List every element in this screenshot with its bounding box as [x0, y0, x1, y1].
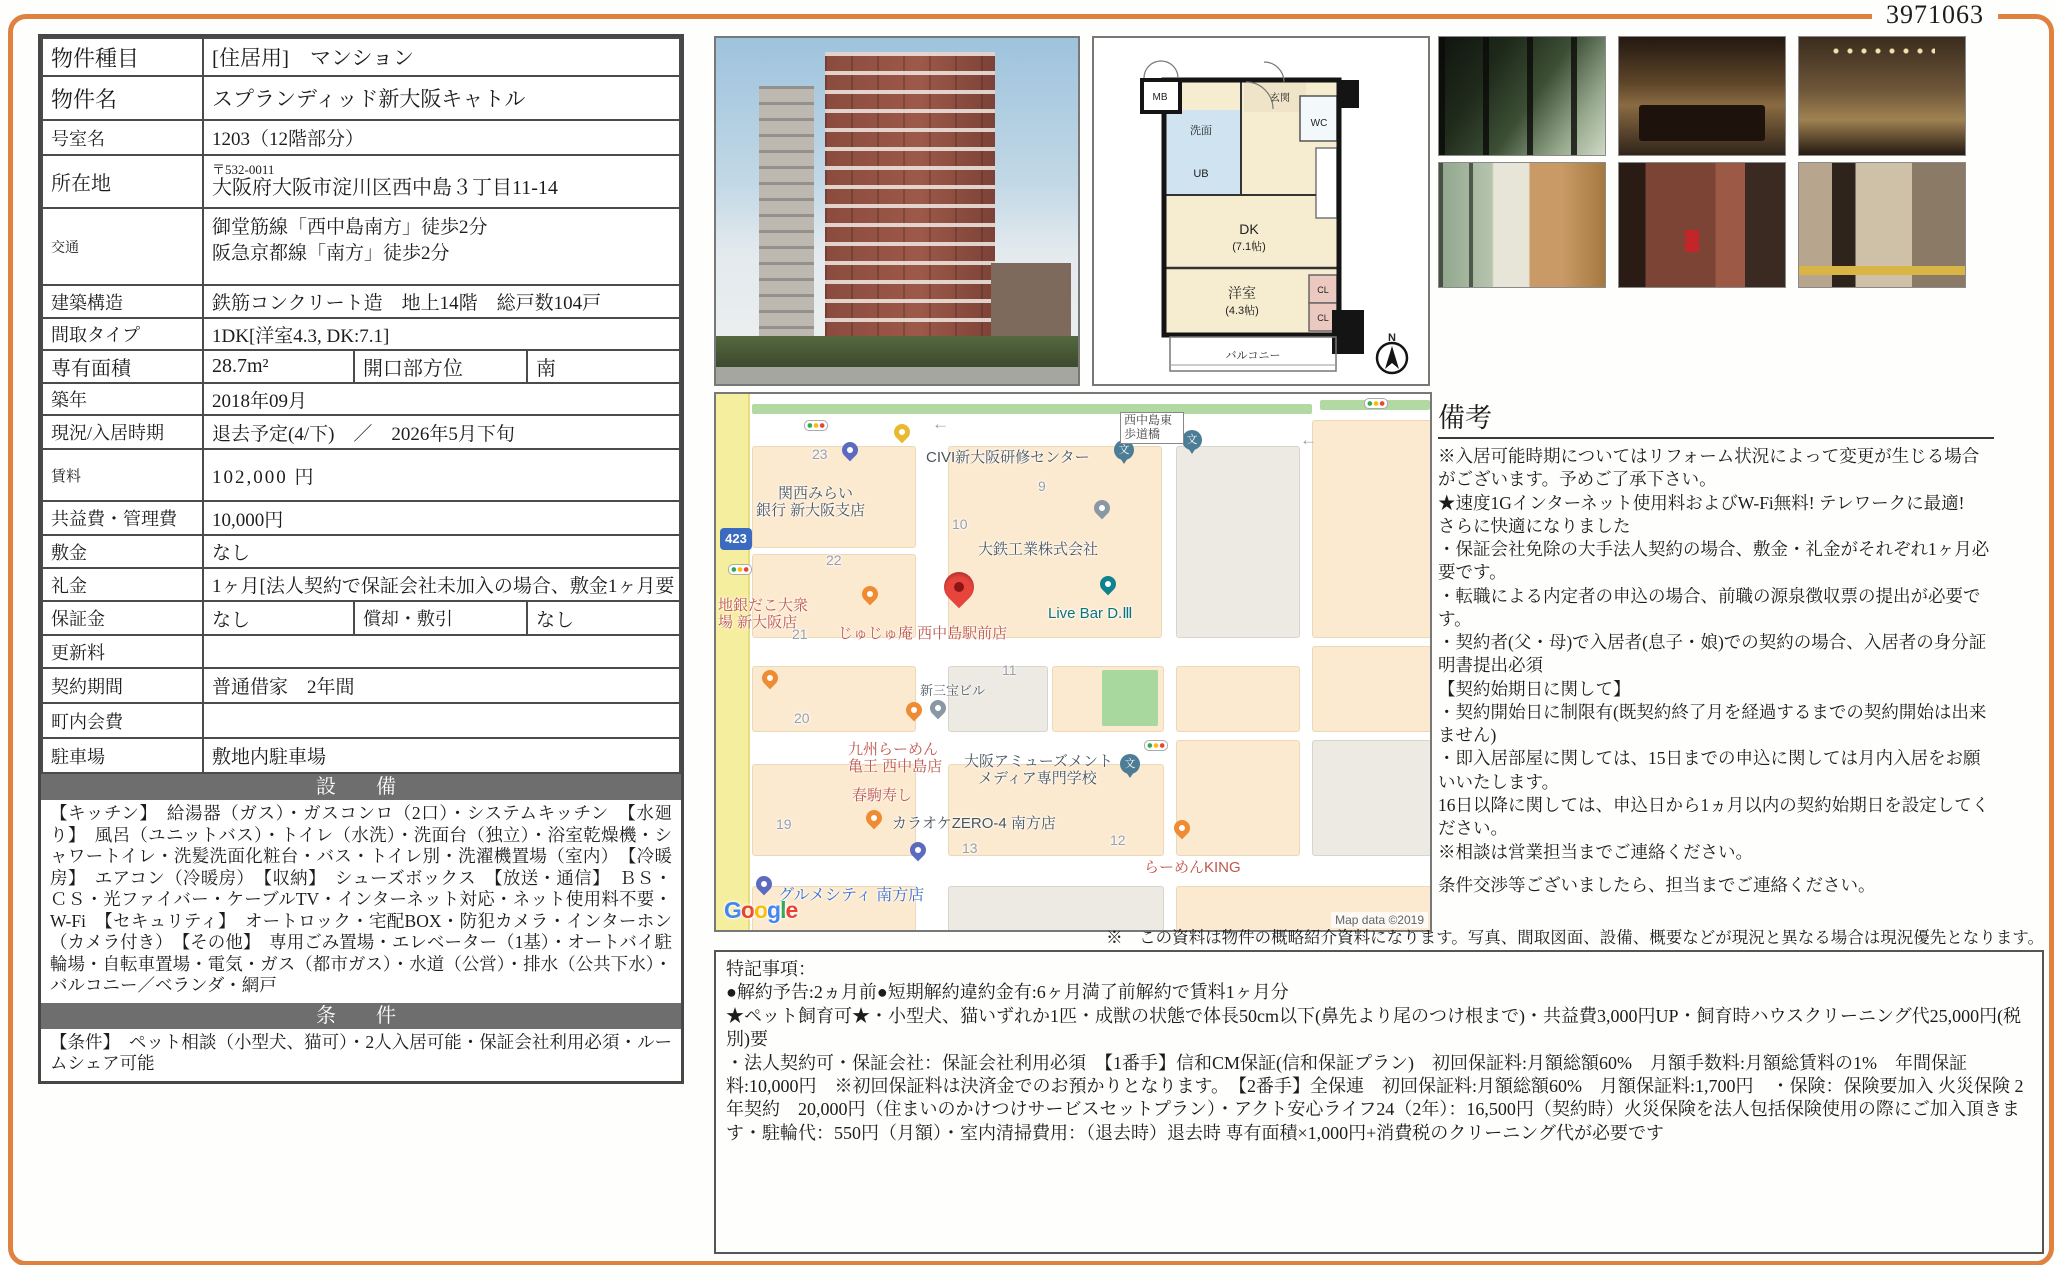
remarks-line: ・契約者(父・母)で入居者(息子・娘)での契約の場合、入居者の身分証明書提出必須: [1438, 632, 1987, 676]
table-row: [42, 501, 680, 535]
google-letter: G: [724, 897, 741, 923]
balcony-label: バルコニー: [1225, 350, 1281, 362]
row-sub-value: 南: [527, 350, 680, 383]
row-value: 退去予定(4/下) ／ 2026年5月下旬: [203, 415, 680, 449]
traffic-light-icon: [804, 420, 828, 431]
property-table: [41, 37, 681, 774]
map-block-number: 22: [826, 552, 842, 568]
row-value: スプランディッド新大阪キャトル: [203, 76, 680, 120]
floor-plan-drawing: [1094, 38, 1424, 380]
ub-label: UB: [1193, 168, 1209, 180]
special-notes-box: [714, 950, 2044, 1254]
photo-glass-corridor: [1438, 162, 1606, 288]
map-label-amusement: 大阪アミューズメント: [964, 753, 1113, 770]
row-sub-label: 償却・敷引: [354, 601, 527, 635]
compass-needle-icon: [1385, 346, 1399, 369]
table-row: [42, 285, 680, 318]
washroom-label: 洗面: [1190, 125, 1212, 137]
special-notes-line: ・法人契約可・保証会社：保証会社利用必須 【1番手】信和CM保証(信和保証プラン) 初回保証料:月額総額60% 月額手数料:月額総賃料の1% 年間保証料:10,000円 ※初回保証料は決済金でのお預かりとなります。 【2番手】全保連 初回保証料:月額総額60% 月額保証料:1,700円 ・保険：保険要加入 火災保険 2年契約 20,000円（住まいのかけつけサービスセットプラン）・アクト安心ライフ24（2年）：16,500円（契約時）火災保険を法人包括保険使用の際にご加入頂きます・駐輪代：550円（月額）・室内清掃費用：（退去時）退去時 専有面積×1,000円+消費税のクリーニング代が必要です: [726, 1052, 2024, 1143]
remarks-title: 備考: [1438, 403, 1492, 433]
table-row: [42, 383, 680, 415]
table-row: [42, 738, 680, 773]
row-label: 礼金: [42, 568, 203, 601]
map-block-number: 12: [1110, 832, 1126, 848]
table-row: [42, 635, 680, 668]
map-label-civi: CIVI新大阪研修センター: [926, 449, 1090, 466]
google-letter: g: [767, 897, 781, 923]
map-block-number: 10: [952, 516, 968, 532]
row-label: 交通: [42, 208, 203, 285]
kitchen-counter: [1316, 148, 1337, 218]
remarks-line: 条件交渉等ございましたら、担当までご連絡ください。: [1438, 874, 1876, 895]
traffic-light-icon: [1144, 740, 1168, 751]
table-row: [42, 703, 680, 738]
disclaimer-note: ※ この資料は物件の概略紹介資料になります。写真、間取図面、設備、概要などが現況と異なる場合は現況優先となります。: [1106, 928, 2044, 947]
road-arrow-icon: ←: [1300, 430, 1317, 449]
key-money-text: 1ヶ月[法人契約で保証会社未加入の場合、敷金1ヶ月要: [212, 576, 675, 597]
map-block-number: 9: [1038, 478, 1046, 494]
apartment-tower: [825, 52, 995, 343]
google-letter: e: [785, 897, 798, 923]
map-block: [1312, 420, 1432, 638]
street: [716, 367, 1078, 384]
google-letter: l: [780, 897, 786, 923]
remarks-line: さらに快適になりました: [1438, 515, 1631, 536]
wc-label: WC: [1310, 118, 1328, 129]
row-value: 2018年09月: [203, 383, 680, 415]
table-row: [42, 76, 680, 120]
pillar-top-right: [1337, 80, 1359, 108]
remarks-line: ※相談は営業担当までご連絡ください。: [1438, 841, 1753, 862]
remarks-line: [1438, 864, 1994, 874]
school-pin-icon: 文: [1120, 754, 1140, 774]
row-value: [203, 208, 680, 285]
row-value: 1203（12階部分）: [203, 120, 680, 155]
map-block: [1176, 666, 1300, 732]
closet-2-label: CL: [1317, 313, 1329, 323]
table-row: [42, 415, 680, 449]
row-label: 賃料: [42, 449, 203, 501]
traffic-line2: 阪急京都線「南方」徒歩2分: [212, 242, 450, 264]
compass-north-label: N: [1388, 332, 1396, 344]
equipment-banner: 設 備: [41, 774, 681, 800]
footbridge-line2: 歩道橋: [1124, 426, 1161, 441]
photo-lobby-seating: [1798, 36, 1966, 156]
route-shield: 423: [720, 528, 752, 550]
table-row-rent: [42, 449, 680, 501]
row-value: 敷地内駐車場: [203, 738, 680, 773]
row-label: 契約期間: [42, 668, 203, 703]
map-label-ramenking: らーめんKING: [1144, 859, 1241, 876]
row-label: 間取タイプ: [42, 318, 203, 350]
remarks-line: 16日以降に関しては、申込日から1ヵ月以内の契約始期日を設定してください。: [1438, 794, 1990, 839]
poi-pin-icon: [891, 421, 914, 444]
google-logo: [724, 897, 797, 924]
map-block-number: 21: [792, 626, 808, 642]
row-value: [203, 635, 680, 668]
row-label: 敷金: [42, 535, 203, 568]
pillar-bottom-right: [1332, 310, 1364, 354]
map-block-number: 23: [812, 446, 828, 462]
map-label-bank: 関西みらい: [778, 485, 854, 502]
map-label-shinsanpo: 新三宝ビル: [920, 683, 986, 698]
map-block: [1312, 646, 1432, 732]
row-label: 駐車場: [42, 738, 203, 773]
map-label-jujuan: じゅじゅ庵 西中島駅前店: [838, 625, 1008, 642]
equipment-text: 【キッチン】 給湯器（ガス）・ガスコンロ（2口）・システムキッチン 【水廻り】 風呂（ユニットバス）・トイレ（水洗）・洗面台（独立）・浴室乾燥機・シャワートイレ・洗髪洗面化粧台・バス・トイレ別・洗濯機置場（室内） 【冷暖房】 エアコン（冷暖房） 【収納】 シューズボックス 【放送・通信】 ＢＳ・ＣＳ・光ファイバー・ケーブルTV・インターネット対応・ネット使用料不要・W-Fi 【セキュリティ】 オートロック・宅配BOX・防犯カメラ・インターホン（カメラ付き） 【その他】 専用ごみ置場・エレベーター（1基）・オートバイ駐輪場・自転車置場・電気・ガス（都市ガス）・水道（公営）・排水（公共下水）・バルコニー／ベランダ・網戸: [50, 803, 672, 996]
map-label-amusement2: メディア専門学校: [978, 770, 1097, 787]
school-pin-icon: 文: [1114, 440, 1134, 460]
map-label-kyushu2: 亀王 西中島店: [848, 758, 943, 775]
footbridge-line1: 西中島東: [1124, 413, 1173, 427]
traffic-line1: 御堂筋線「西中島南方」徒歩2分: [212, 217, 488, 238]
map-label-tako: 地銀だこ大衆: [718, 597, 809, 614]
adjacent-building: [759, 86, 813, 342]
photo-entrance-exterior: [1438, 36, 1606, 156]
row-value: なし: [203, 535, 680, 568]
table-row: [42, 120, 680, 155]
row-label: 専有面積: [42, 350, 203, 383]
map-label-gourmet: グルメシティ 南方店: [778, 887, 925, 904]
row-sub-label: 開口部方位: [354, 350, 527, 383]
row-value: 1DK[洋室4.3, DK:7.1]: [203, 318, 680, 350]
row-value: [203, 155, 680, 208]
building-pin-icon: [927, 697, 950, 720]
remarks-line: ・契約開始日に制限有(既契約終了月を経過するまでの契約開始は出来ません): [1438, 701, 1987, 746]
map-block-number: 13: [962, 840, 978, 856]
row-label: 町内会費: [42, 703, 203, 738]
map-block: [1176, 446, 1300, 638]
mb-label: MB: [1152, 92, 1168, 103]
mb-door-arc-right: [1161, 61, 1178, 78]
row-label: 号室名: [42, 120, 203, 155]
map-block-number: 11: [1002, 662, 1017, 678]
table-row: [42, 350, 680, 383]
row-value: なし: [203, 601, 354, 635]
table-row: [42, 568, 680, 601]
map-label-livebar: Live Bar D.Ⅲ: [1048, 605, 1133, 622]
row-value: 普通借家 2年間: [203, 668, 680, 703]
special-notes-title: 特記事項：: [726, 959, 816, 979]
map-block-number: 20: [794, 710, 810, 726]
map-label-kyushu: 九州らーめん: [848, 741, 939, 758]
photo-hallway-accent-wall: [1618, 162, 1786, 288]
remarks-line: ・保証会社免除の大手法人契約の場合、敷金・礼金がそれぞれ1ヶ月必要です。: [1438, 539, 1990, 583]
row-label: 建築構造: [42, 285, 203, 318]
row-value: [住居用] マンション: [203, 38, 680, 76]
map-tree-strip: [752, 404, 1312, 414]
google-letter: o: [753, 897, 768, 923]
map-block: [752, 764, 916, 856]
row-label: 現況/入居時期: [42, 415, 203, 449]
remarks-section: [1438, 396, 1994, 897]
map-label-harukoma: 春駒寿し: [852, 787, 913, 804]
row-value: 鉄筋コンクリート造 地上14階 総戸数104戸: [203, 285, 680, 318]
conditions-banner: 条 件: [41, 1003, 681, 1029]
map-label-footbridge: [1120, 412, 1184, 444]
map-label-tako2: 場 新大阪店: [718, 614, 798, 631]
google-letter: o: [740, 897, 754, 923]
row-label: 共益費・管理費: [42, 501, 203, 535]
dk-label: DK: [1239, 221, 1259, 237]
map-block: [1312, 740, 1432, 856]
row-value: 28.7m²: [203, 350, 354, 383]
row-value: 10,000円: [203, 501, 680, 535]
room-size-label: (4.3帖): [1225, 305, 1259, 317]
remarks-line: ・転職による内定者の申込の場合、前職の源泉徴収票の提出が必要です。: [1438, 585, 1981, 629]
remarks-line: ★速度1Gインターネット使用料およびW-Fi無料! テレワークに最適!: [1438, 492, 1965, 513]
interior-photo-grid: [1438, 36, 1972, 288]
address-text: 大阪府大阪市淀川区西中島３丁目11-14: [212, 177, 558, 200]
floor-plan-figure: [1092, 36, 1430, 386]
table-row: [42, 208, 680, 285]
postal-code: 〒532-0011: [212, 161, 275, 177]
map-label-karaoke: カラオケZERO-4 南方店: [892, 815, 1056, 832]
map-block: [1176, 740, 1300, 856]
document-number: 3971063: [1872, 0, 1998, 30]
map-park: [1102, 670, 1158, 726]
row-label: 築年: [42, 383, 203, 415]
remarks-line: ※入居可能時期についてはリフォーム状況によって変更が生じる場合がございます。予めご了承下さい。: [1438, 446, 1980, 490]
table-row: [42, 668, 680, 703]
photo-lobby-lounge: [1618, 36, 1786, 156]
mb-door-arc-left: [1144, 61, 1161, 78]
table-row: [42, 601, 680, 635]
dk-size-label: (7.1帖): [1232, 241, 1266, 253]
row-label: 所在地: [42, 155, 203, 208]
row-label: 物件名: [42, 76, 203, 120]
traffic-light-icon: [728, 564, 752, 575]
table-row: [42, 535, 680, 568]
row-value: [203, 568, 680, 601]
map-label-bank2: 銀行 新大阪支店: [756, 502, 866, 519]
entrance-label: 玄関: [1270, 93, 1290, 104]
remarks-line: ・即入居部屋に関しては、15日までの申込に関しては月内入居をお願いいたします。: [1438, 748, 1981, 792]
row-value: [203, 703, 680, 738]
traffic-light-icon: [1364, 398, 1388, 409]
row-label: 物件種目: [42, 38, 203, 76]
school-pin-icon: 文: [1182, 430, 1202, 450]
remarks-line: 【契約始期日に関して】: [1438, 678, 1631, 699]
room-label: 洋室: [1228, 285, 1256, 301]
map-block-number: 19: [776, 816, 792, 832]
photo-common-corridor: [1798, 162, 1966, 288]
special-notes-line: ●解約予告:2ヵ月前●短期解約違約金有:6ヶ月満了前解約で賃料1ヶ月分: [726, 982, 1289, 1003]
map-attribution: Map data ©2019: [1331, 912, 1428, 928]
table-row: [42, 318, 680, 350]
rent-value: 102,000 円: [203, 449, 680, 501]
row-label: 更新料: [42, 635, 203, 668]
hedge: [716, 336, 1078, 367]
location-map: [714, 392, 1432, 932]
remarks-divider: [1438, 437, 1994, 439]
table-row: [42, 38, 680, 76]
row-sub-value: なし: [527, 601, 680, 635]
road-arrow-icon: ←: [932, 414, 949, 433]
building-exterior-photo: [714, 36, 1080, 386]
row-label: 保証金: [42, 601, 203, 635]
property-details-panel: [38, 34, 684, 1084]
map-block: [948, 666, 1048, 732]
map-label-daitetsu: 大鉄工業株式会社: [978, 541, 1099, 558]
special-notes-line: ★ペット飼育可★・小型犬、猫いずれか1匹・成獣の状態で体長50cm以下(鼻先より尾のつけ根まで)・共益費3,000円UP・飼育時ハウスクリーニング代25,000円(税別)要: [726, 1005, 2022, 1050]
closet-1-label: CL: [1317, 285, 1329, 295]
conditions-text: 【条件】 ペット相談（小型犬、猫可）・2人入居可能・保証会社利用必須・ルームシェア可能: [50, 1031, 672, 1074]
table-row: [42, 155, 680, 208]
map-yellow-road: [716, 394, 750, 930]
